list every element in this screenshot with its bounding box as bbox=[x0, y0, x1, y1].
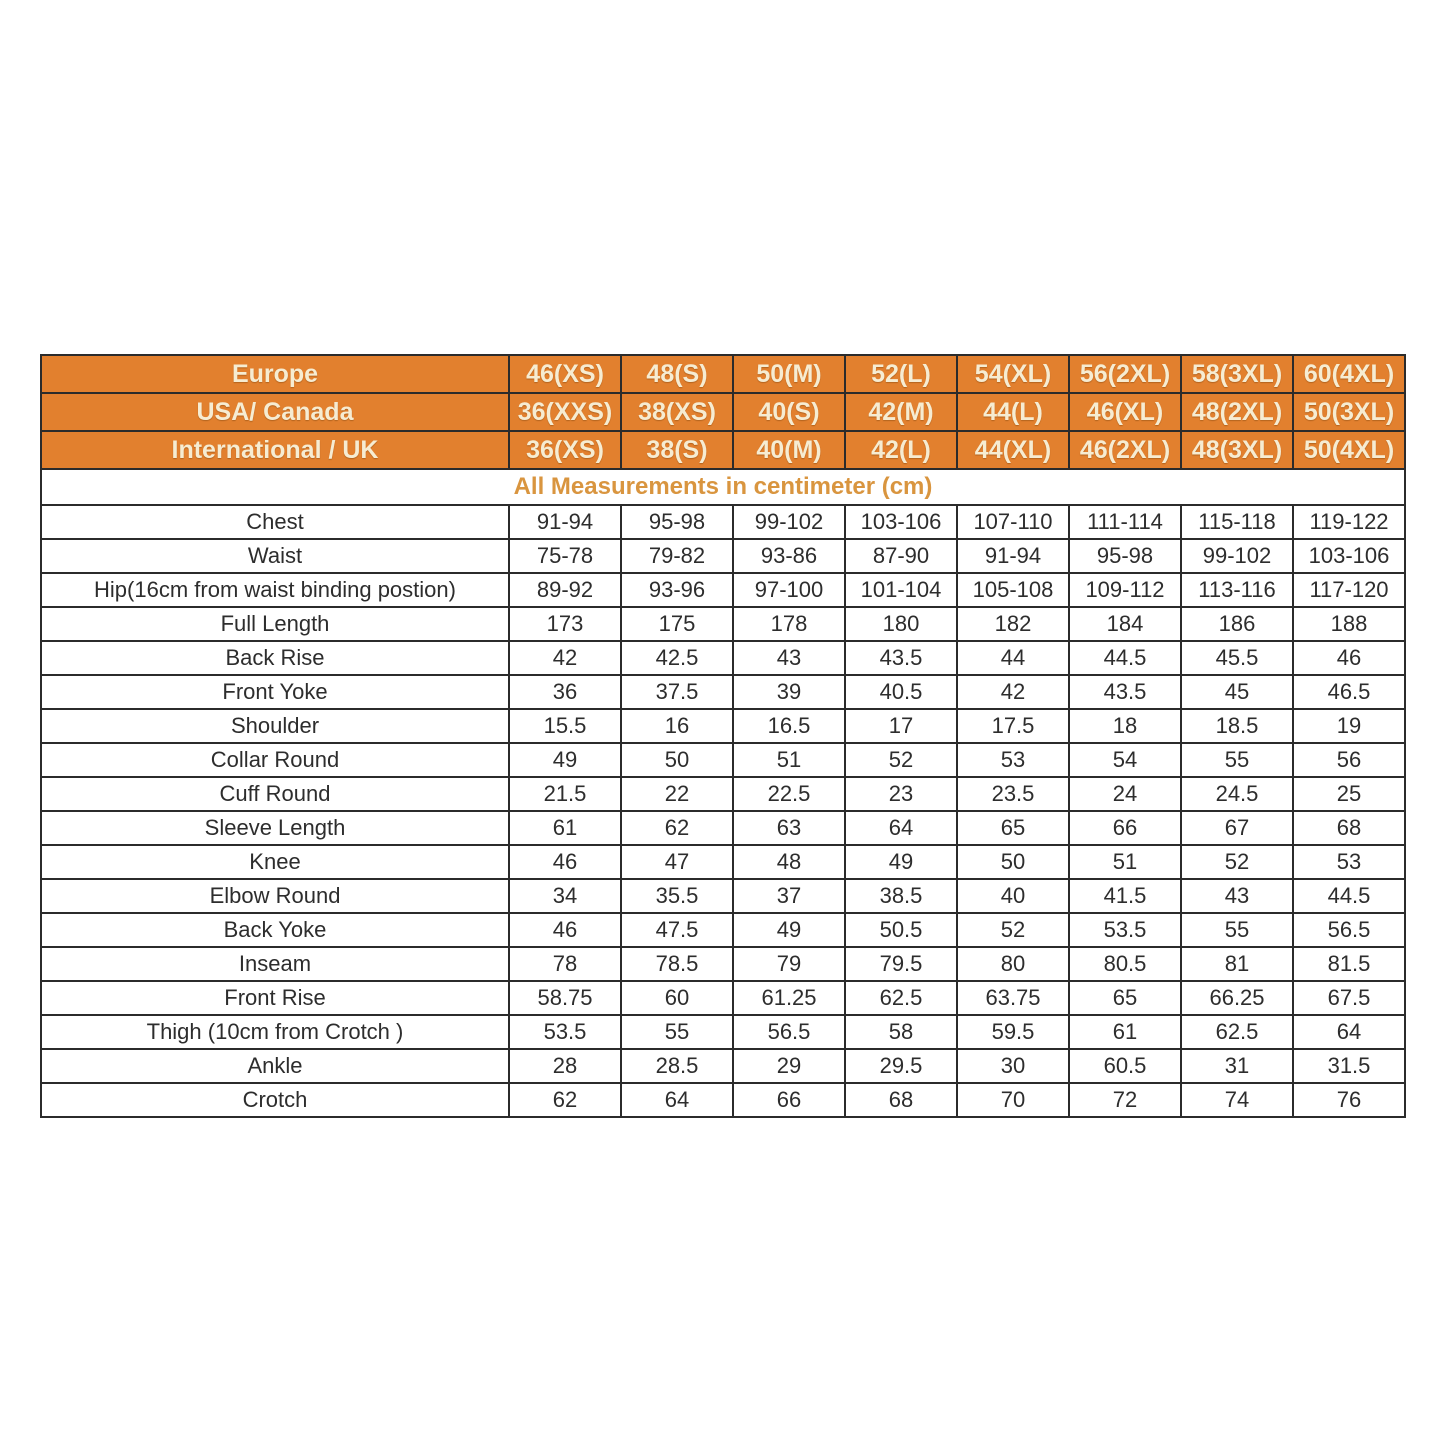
measurement-value: 66 bbox=[1069, 811, 1181, 845]
size-label: 58(3XL) bbox=[1181, 355, 1293, 393]
measurement-value: 31.5 bbox=[1293, 1049, 1405, 1083]
measurement-value: 68 bbox=[845, 1083, 957, 1117]
measurement-value: 53 bbox=[957, 743, 1069, 777]
measurement-value: 46 bbox=[509, 845, 621, 879]
measurement-label: Thigh (10cm from Crotch ) bbox=[41, 1015, 509, 1049]
measurement-label: Cuff Round bbox=[41, 777, 509, 811]
measurement-value: 45.5 bbox=[1181, 641, 1293, 675]
measurement-value: 60.5 bbox=[1069, 1049, 1181, 1083]
measurement-value: 24.5 bbox=[1181, 777, 1293, 811]
measurement-row bbox=[41, 709, 1405, 743]
measurement-row bbox=[41, 743, 1405, 777]
measurement-value: 74 bbox=[1181, 1083, 1293, 1117]
measurement-value: 60 bbox=[621, 981, 733, 1015]
measurement-value: 58 bbox=[845, 1015, 957, 1049]
measurement-value: 76 bbox=[1293, 1083, 1405, 1117]
measurement-value: 41.5 bbox=[1069, 879, 1181, 913]
measurement-value: 182 bbox=[957, 607, 1069, 641]
measurement-value: 49 bbox=[509, 743, 621, 777]
measurement-value: 61 bbox=[509, 811, 621, 845]
measurement-value: 93-86 bbox=[733, 539, 845, 573]
region-label: Europe bbox=[41, 355, 509, 393]
measurement-value: 28.5 bbox=[621, 1049, 733, 1083]
measurement-value: 97-100 bbox=[733, 573, 845, 607]
measurement-value: 67 bbox=[1181, 811, 1293, 845]
measurement-value: 173 bbox=[509, 607, 621, 641]
size-header-row bbox=[41, 431, 1405, 469]
measurement-row bbox=[41, 607, 1405, 641]
measurement-value: 180 bbox=[845, 607, 957, 641]
size-label: 38(XS) bbox=[621, 393, 733, 431]
measurement-value: 65 bbox=[1069, 981, 1181, 1015]
measurement-value: 15.5 bbox=[509, 709, 621, 743]
measurement-value: 78.5 bbox=[621, 947, 733, 981]
measurement-row bbox=[41, 777, 1405, 811]
measurement-value: 18.5 bbox=[1181, 709, 1293, 743]
measurement-label: Crotch bbox=[41, 1083, 509, 1117]
measurement-value: 61 bbox=[1069, 1015, 1181, 1049]
measurement-label: Knee bbox=[41, 845, 509, 879]
size-label: 36(XS) bbox=[509, 431, 621, 469]
measurement-value: 99-102 bbox=[733, 505, 845, 539]
measurement-label: Hip(16cm from waist binding postion) bbox=[41, 573, 509, 607]
measurement-row bbox=[41, 539, 1405, 573]
measurement-value: 115-118 bbox=[1181, 505, 1293, 539]
measurement-value: 44.5 bbox=[1293, 879, 1405, 913]
measurement-label: Shoulder bbox=[41, 709, 509, 743]
measurement-value: 67.5 bbox=[1293, 981, 1405, 1015]
measurement-value: 188 bbox=[1293, 607, 1405, 641]
measurement-value: 19 bbox=[1293, 709, 1405, 743]
measurement-value: 80.5 bbox=[1069, 947, 1181, 981]
size-label: 50(4XL) bbox=[1293, 431, 1405, 469]
measurement-value: 16.5 bbox=[733, 709, 845, 743]
measurement-value: 23.5 bbox=[957, 777, 1069, 811]
measurement-value: 39 bbox=[733, 675, 845, 709]
measurement-value: 99-102 bbox=[1181, 539, 1293, 573]
units-note: All Measurements in centimeter (cm) bbox=[41, 469, 1405, 505]
size-label: 42(M) bbox=[845, 393, 957, 431]
measurement-value: 23 bbox=[845, 777, 957, 811]
measurement-value: 17.5 bbox=[957, 709, 1069, 743]
measurement-value: 42 bbox=[509, 641, 621, 675]
measurement-value: 50.5 bbox=[845, 913, 957, 947]
size-label: 48(S) bbox=[621, 355, 733, 393]
measurement-row bbox=[41, 845, 1405, 879]
size-label: 40(S) bbox=[733, 393, 845, 431]
measurement-label: Waist bbox=[41, 539, 509, 573]
measurement-value: 81.5 bbox=[1293, 947, 1405, 981]
measurement-value: 53.5 bbox=[509, 1015, 621, 1049]
measurement-value: 40.5 bbox=[845, 675, 957, 709]
measurement-value: 56 bbox=[1293, 743, 1405, 777]
measurement-value: 17 bbox=[845, 709, 957, 743]
measurement-value: 30 bbox=[957, 1049, 1069, 1083]
size-label: 36(XXS) bbox=[509, 393, 621, 431]
size-label: 44(XL) bbox=[957, 431, 1069, 469]
measurement-value: 119-122 bbox=[1293, 505, 1405, 539]
measurement-value: 117-120 bbox=[1293, 573, 1405, 607]
measurement-row bbox=[41, 1015, 1405, 1049]
measurement-value: 175 bbox=[621, 607, 733, 641]
measurement-value: 62 bbox=[509, 1083, 621, 1117]
measurement-value: 95-98 bbox=[1069, 539, 1181, 573]
measurement-value: 37 bbox=[733, 879, 845, 913]
measurement-value: 51 bbox=[733, 743, 845, 777]
size-label: 60(4XL) bbox=[1293, 355, 1405, 393]
size-label: 56(2XL) bbox=[1069, 355, 1181, 393]
size-header-row bbox=[41, 393, 1405, 431]
measurement-row bbox=[41, 981, 1405, 1015]
measurement-value: 46.5 bbox=[1293, 675, 1405, 709]
size-label: 46(2XL) bbox=[1069, 431, 1181, 469]
measurement-value: 75-78 bbox=[509, 539, 621, 573]
measurement-value: 113-116 bbox=[1181, 573, 1293, 607]
measurement-label: Ankle bbox=[41, 1049, 509, 1083]
measurement-value: 47.5 bbox=[621, 913, 733, 947]
measurement-value: 42 bbox=[957, 675, 1069, 709]
measurement-value: 93-96 bbox=[621, 573, 733, 607]
measurement-value: 45 bbox=[1181, 675, 1293, 709]
size-label: 48(3XL) bbox=[1181, 431, 1293, 469]
measurement-value: 56.5 bbox=[1293, 913, 1405, 947]
measurement-value: 70 bbox=[957, 1083, 1069, 1117]
measurement-value: 64 bbox=[1293, 1015, 1405, 1049]
measurement-value: 64 bbox=[845, 811, 957, 845]
measurement-row bbox=[41, 675, 1405, 709]
measurement-value: 59.5 bbox=[957, 1015, 1069, 1049]
size-label: 46(XS) bbox=[509, 355, 621, 393]
measurement-row bbox=[41, 641, 1405, 675]
measurement-value: 22.5 bbox=[733, 777, 845, 811]
measurement-value: 55 bbox=[1181, 743, 1293, 777]
measurement-value: 87-90 bbox=[845, 539, 957, 573]
measurement-value: 101-104 bbox=[845, 573, 957, 607]
size-label: 52(L) bbox=[845, 355, 957, 393]
measurement-value: 64 bbox=[621, 1083, 733, 1117]
measurement-value: 56.5 bbox=[733, 1015, 845, 1049]
measurement-label: Elbow Round bbox=[41, 879, 509, 913]
measurement-value: 52 bbox=[845, 743, 957, 777]
measurement-value: 40 bbox=[957, 879, 1069, 913]
measurement-label: Sleeve Length bbox=[41, 811, 509, 845]
measurement-value: 21.5 bbox=[509, 777, 621, 811]
size-chart-body bbox=[41, 355, 1405, 1117]
measurement-value: 29 bbox=[733, 1049, 845, 1083]
measurement-label: Front Rise bbox=[41, 981, 509, 1015]
measurement-value: 78 bbox=[509, 947, 621, 981]
measurement-row bbox=[41, 811, 1405, 845]
measurement-value: 36 bbox=[509, 675, 621, 709]
units-row bbox=[41, 469, 1405, 505]
measurement-value: 43 bbox=[1181, 879, 1293, 913]
measurement-value: 49 bbox=[845, 845, 957, 879]
measurement-value: 44 bbox=[957, 641, 1069, 675]
measurement-value: 178 bbox=[733, 607, 845, 641]
measurement-value: 44.5 bbox=[1069, 641, 1181, 675]
measurement-value: 65 bbox=[957, 811, 1069, 845]
measurement-value: 54 bbox=[1069, 743, 1181, 777]
measurement-value: 52 bbox=[1181, 845, 1293, 879]
measurement-value: 53.5 bbox=[1069, 913, 1181, 947]
measurement-value: 80 bbox=[957, 947, 1069, 981]
measurement-value: 22 bbox=[621, 777, 733, 811]
measurement-value: 43 bbox=[733, 641, 845, 675]
measurement-value: 38.5 bbox=[845, 879, 957, 913]
measurement-value: 68 bbox=[1293, 811, 1405, 845]
measurement-value: 61.25 bbox=[733, 981, 845, 1015]
measurement-value: 105-108 bbox=[957, 573, 1069, 607]
measurement-row bbox=[41, 573, 1405, 607]
measurement-value: 81 bbox=[1181, 947, 1293, 981]
measurement-value: 16 bbox=[621, 709, 733, 743]
measurement-value: 48 bbox=[733, 845, 845, 879]
measurement-value: 184 bbox=[1069, 607, 1181, 641]
size-chart-container bbox=[40, 354, 1406, 1118]
measurement-value: 43.5 bbox=[845, 641, 957, 675]
measurement-value: 49 bbox=[733, 913, 845, 947]
measurement-row bbox=[41, 913, 1405, 947]
measurement-value: 55 bbox=[621, 1015, 733, 1049]
measurement-value: 103-106 bbox=[1293, 539, 1405, 573]
measurement-value: 95-98 bbox=[621, 505, 733, 539]
measurement-value: 66 bbox=[733, 1083, 845, 1117]
measurement-value: 52 bbox=[957, 913, 1069, 947]
measurement-value: 62 bbox=[621, 811, 733, 845]
size-label: 44(L) bbox=[957, 393, 1069, 431]
size-label: 48(2XL) bbox=[1181, 393, 1293, 431]
measurement-value: 29.5 bbox=[845, 1049, 957, 1083]
measurement-value: 42.5 bbox=[621, 641, 733, 675]
measurement-value: 50 bbox=[621, 743, 733, 777]
size-label: 38(S) bbox=[621, 431, 733, 469]
measurement-label: Back Yoke bbox=[41, 913, 509, 947]
measurement-value: 79.5 bbox=[845, 947, 957, 981]
measurement-value: 51 bbox=[1069, 845, 1181, 879]
measurement-value: 109-112 bbox=[1069, 573, 1181, 607]
measurement-label: Full Length bbox=[41, 607, 509, 641]
size-chart-table bbox=[40, 354, 1406, 1118]
measurement-value: 62.5 bbox=[1181, 1015, 1293, 1049]
measurement-value: 18 bbox=[1069, 709, 1181, 743]
size-label: 54(XL) bbox=[957, 355, 1069, 393]
measurement-value: 111-114 bbox=[1069, 505, 1181, 539]
measurement-value: 62.5 bbox=[845, 981, 957, 1015]
measurement-value: 66.25 bbox=[1181, 981, 1293, 1015]
measurement-value: 31 bbox=[1181, 1049, 1293, 1083]
measurement-row bbox=[41, 1049, 1405, 1083]
measurement-value: 34 bbox=[509, 879, 621, 913]
measurement-value: 55 bbox=[1181, 913, 1293, 947]
measurement-label: Front Yoke bbox=[41, 675, 509, 709]
size-label: 50(M) bbox=[733, 355, 845, 393]
measurement-value: 186 bbox=[1181, 607, 1293, 641]
size-header-row bbox=[41, 355, 1405, 393]
region-label: International / UK bbox=[41, 431, 509, 469]
measurement-value: 89-92 bbox=[509, 573, 621, 607]
measurement-value: 46 bbox=[509, 913, 621, 947]
measurement-value: 63 bbox=[733, 811, 845, 845]
measurement-value: 46 bbox=[1293, 641, 1405, 675]
size-label: 46(XL) bbox=[1069, 393, 1181, 431]
measurement-value: 53 bbox=[1293, 845, 1405, 879]
measurement-label: Inseam bbox=[41, 947, 509, 981]
measurement-value: 91-94 bbox=[957, 539, 1069, 573]
measurement-value: 24 bbox=[1069, 777, 1181, 811]
measurement-value: 37.5 bbox=[621, 675, 733, 709]
measurement-value: 43.5 bbox=[1069, 675, 1181, 709]
measurement-value: 58.75 bbox=[509, 981, 621, 1015]
measurement-value: 103-106 bbox=[845, 505, 957, 539]
measurement-row bbox=[41, 505, 1405, 539]
measurement-row bbox=[41, 947, 1405, 981]
measurement-value: 72 bbox=[1069, 1083, 1181, 1117]
measurement-value: 79 bbox=[733, 947, 845, 981]
region-label: USA/ Canada bbox=[41, 393, 509, 431]
measurement-value: 35.5 bbox=[621, 879, 733, 913]
measurement-row bbox=[41, 1083, 1405, 1117]
size-label: 42(L) bbox=[845, 431, 957, 469]
size-label: 50(3XL) bbox=[1293, 393, 1405, 431]
measurement-value: 79-82 bbox=[621, 539, 733, 573]
measurement-value: 91-94 bbox=[509, 505, 621, 539]
measurement-row bbox=[41, 879, 1405, 913]
measurement-value: 63.75 bbox=[957, 981, 1069, 1015]
measurement-label: Back Rise bbox=[41, 641, 509, 675]
measurement-label: Collar Round bbox=[41, 743, 509, 777]
measurement-value: 50 bbox=[957, 845, 1069, 879]
measurement-value: 107-110 bbox=[957, 505, 1069, 539]
measurement-value: 25 bbox=[1293, 777, 1405, 811]
size-label: 40(M) bbox=[733, 431, 845, 469]
measurement-label: Chest bbox=[41, 505, 509, 539]
measurement-value: 28 bbox=[509, 1049, 621, 1083]
measurement-value: 47 bbox=[621, 845, 733, 879]
